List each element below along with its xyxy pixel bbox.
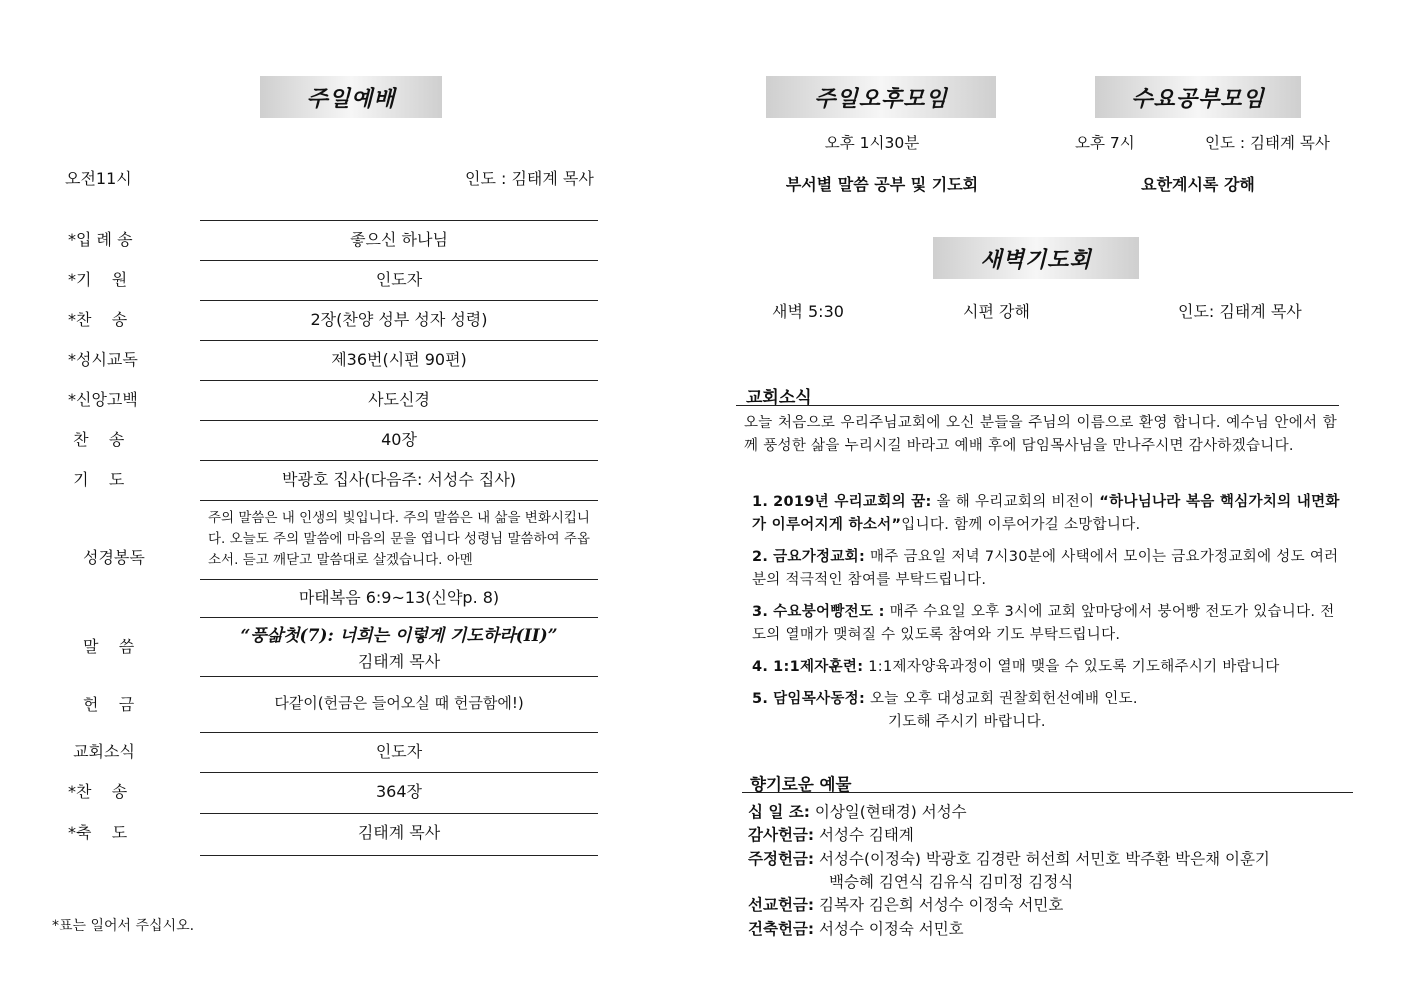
gift-names: 이상일(현태경) 서성수 [814, 803, 967, 821]
news-item-number: 1. [752, 494, 769, 510]
order-item [60, 220, 600, 260]
offering-label: 헌 금 [83, 695, 135, 714]
order-value: 사도신경 [368, 390, 430, 409]
news-item-text: 매주 금요일 저녁 7시30분에 사택에서 모이는 금요가정교회에 성도 여러분의 적극적인 참여를 부탁드립니다. [752, 549, 1339, 588]
news-item-head: 수요붕어빵전도 : [773, 604, 885, 620]
order-rule [200, 855, 598, 856]
offering-value: 다같이(헌금은 들어오실 때 헌금함에!) [274, 694, 524, 712]
gifts-title: 향기로운 예물 [750, 775, 852, 794]
standing-footnote: *표는 일어서 주십시오. [52, 918, 195, 934]
news-item-number: 3. [752, 604, 769, 620]
order-label: *기 원 [68, 270, 128, 289]
news-item-text: 올 해 우리교회의 비전이 [931, 494, 1100, 510]
order-value: 인도자 [375, 270, 423, 289]
gift-category: 건축헌금: [748, 920, 815, 938]
order-rule [200, 500, 598, 501]
worship-time: 오전11시 [65, 169, 132, 188]
news-item-text: 기도해 주시기 바랍니다. [888, 714, 1046, 730]
sermon-title: “풍삶첫(7): 너희는 이렇게 기도하라(II)” [240, 626, 558, 646]
order-item [60, 460, 600, 500]
news-item [752, 688, 1340, 711]
news-item-text: 1:1제자양육과정이 열매 맺을 수 있도록 기도해주시기 바랍니다 [863, 659, 1280, 675]
wednesday-leader: 인도 : 김태계 목사 [1205, 134, 1330, 152]
news-item-text: 오늘 오후 대성교회 권찰회헌선예배 인도. [865, 691, 1138, 707]
order-value: 인도자 [375, 742, 423, 761]
order-value: 좋으신 하나님 [350, 230, 448, 249]
order-label: *입 례 송 [68, 230, 133, 249]
news-item-head: 담임목사동정: [773, 691, 866, 707]
gift-category: 십 일 조: [748, 803, 810, 821]
order-label: 교회소식 [68, 742, 135, 761]
gift-row [748, 848, 1270, 871]
gift-names: 백승혜 김연식 김유식 김미정 김정식 [829, 873, 1074, 891]
wednesday-desc: 요한계시록 강해 [1141, 175, 1255, 194]
afternoon-time: 오후 1시30분 [824, 134, 920, 152]
order-rule [200, 617, 598, 618]
news-title: 교회소식 [746, 388, 812, 408]
gift-names: 서성수 김태계 [819, 826, 914, 844]
dawn-desc: 시편 강해 [963, 302, 1030, 321]
order-item [60, 300, 600, 340]
gift-row [748, 918, 964, 941]
gift-category: 주정헌금: [748, 850, 815, 868]
news-intro: 오늘 처음으로 우리주님교회에 오신 분들을 주님의 이름으로 환영 합니다. 예수님 안에서 함께 풍성한 삶을 누리시길 바라고 예배 후에 담임목사님을 만나주시면 감사하겠습니다. [744, 415, 1337, 454]
scripture-label: 성경봉독 [83, 548, 145, 567]
gift-category: 선교헌금: [748, 896, 815, 914]
dawn-banner: 새벽기도회 [933, 237, 1139, 279]
gift-category: 감사헌금: [748, 826, 815, 844]
order-label: *찬 송 [68, 310, 128, 329]
gift-row [748, 894, 1063, 917]
order-item [60, 813, 600, 853]
gift-row [748, 801, 967, 824]
order-value: 2장(찬양 성부 성자 성령) [310, 310, 488, 329]
gift-names: 김복자 김은희 서성수 이정숙 서민호 [819, 896, 1064, 914]
scripture-reference: 마태복음 6:9~13(신약p. 8) [298, 588, 500, 607]
wednesday-time: 오후 7시 [1075, 134, 1135, 152]
order-value: 제36번(시편 90편) [331, 350, 467, 369]
scripture-prayer: 주의 말씀은 내 인생의 빛입니다. 주의 말씀은 내 삶을 변화시킵니다. 오늘도 주의 말씀에 마음의 문을 엽니다 성령님 말씀하여 주옵소서. 듣고 깨닫고 말씀대로 살겠습니다. 아멘 [208, 510, 590, 568]
order-label: *성시교독 [68, 350, 138, 369]
order-rule [200, 579, 598, 580]
order-label: *신앙고백 [68, 390, 138, 409]
afternoon-banner: 주일오후모임 [766, 76, 996, 118]
order-value: 김태계 목사 [357, 823, 441, 842]
order-label: 찬 송 [68, 430, 125, 449]
worship-leader: 인도 : 김태계 목사 [465, 169, 594, 188]
order-label: *축 도 [68, 823, 128, 842]
gift-names: 서성수 이정숙 서민호 [819, 920, 964, 938]
afternoon-desc: 부서별 말씀 공부 및 기도회 [785, 175, 979, 194]
worship-banner: 주일예배 [260, 76, 442, 118]
news-rule [736, 405, 1339, 406]
news-item-number: 4. [752, 659, 769, 675]
order-item [60, 732, 600, 772]
order-label: *찬 송 [68, 782, 128, 801]
gift-names: 서성수(이정숙) 박광호 김경란 허선희 서민호 박주환 박은채 이훈기 [819, 850, 1270, 868]
sermon-label: 말 씀 [83, 637, 135, 656]
dawn-time: 새벽 5:30 [772, 302, 844, 321]
order-value: 박광호 집사(다음주: 서성수 집사) [281, 470, 517, 489]
news-item-head: 1:1제자훈련: [773, 659, 864, 675]
order-item [60, 772, 600, 812]
news-item-number: 5. [752, 691, 769, 707]
news-item-number: 2. [752, 549, 769, 565]
gifts-rule [742, 792, 1353, 793]
news-item-head: 금요가정교회: [773, 549, 866, 565]
order-value: 364장 [376, 782, 422, 801]
sermon-preacher: 김태계 목사 [357, 652, 441, 671]
order-item [60, 380, 600, 420]
order-value: 40장 [381, 430, 417, 449]
dawn-leader: 인도: 김태계 목사 [1178, 302, 1302, 321]
news-item [752, 546, 1340, 592]
gift-row [748, 824, 914, 847]
news-item-head: 2019년 우리교회의 꿈: [773, 494, 932, 510]
order-item [60, 340, 600, 380]
order-item [60, 420, 600, 460]
news-item-text: 매주 수요일 오후 3시에 교회 앞마당에서 붕어빵 전도가 있습니다. 전도의 열매가 맺혀질 수 있도록 참여와 기도 부탁드립니다. [752, 604, 1335, 643]
news-item [752, 656, 1340, 679]
news-item-quote: “하나님나라 복음 핵심가치의 내면화가 이루어지게 하소서” [752, 494, 1340, 533]
order-label: 기 도 [68, 470, 125, 489]
order-item [60, 260, 600, 300]
wednesday-banner: 수요공부모임 [1095, 76, 1301, 118]
news-item [752, 491, 1340, 537]
news-item [752, 601, 1340, 647]
gift-row-continued [829, 871, 1073, 894]
order-rule [200, 676, 598, 677]
news-item-text: 입니다. 함께 이루어가길 소망합니다. [901, 517, 1141, 533]
